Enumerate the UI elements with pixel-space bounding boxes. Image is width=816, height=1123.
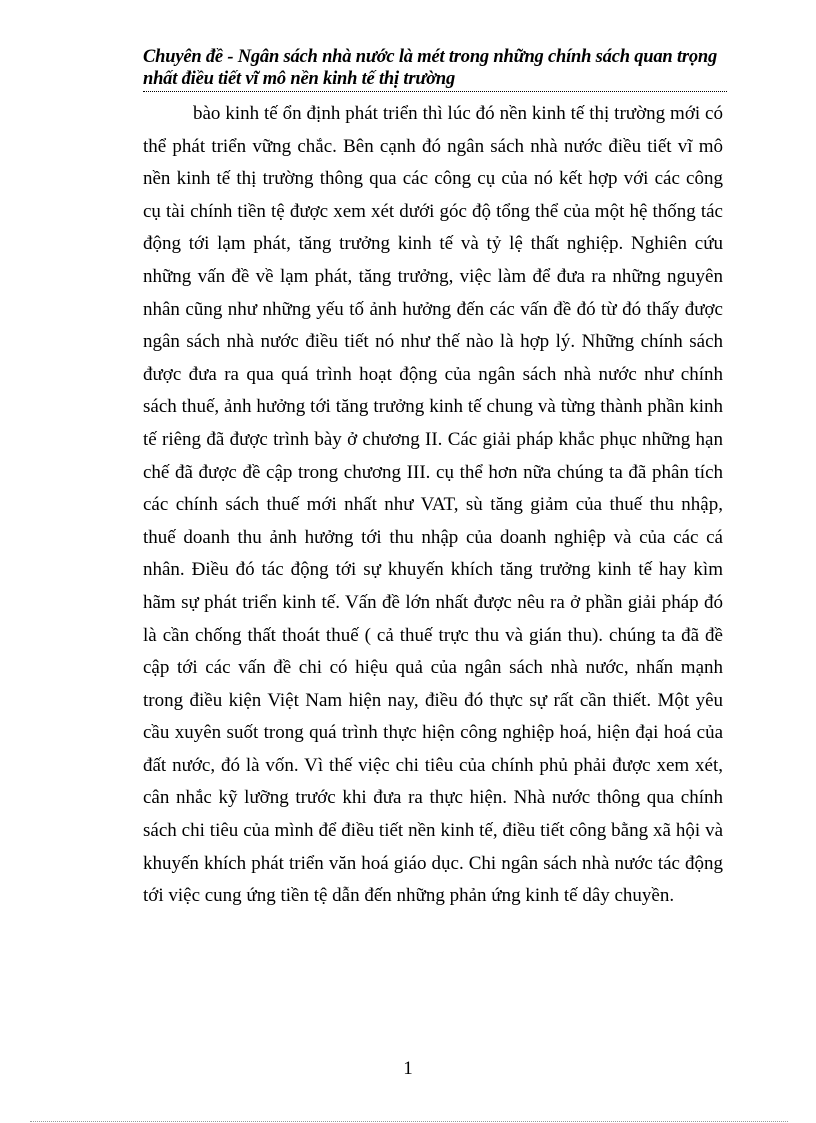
- page-number: 1: [403, 1058, 413, 1079]
- footer-divider: [30, 1121, 788, 1122]
- page-header-title: Chuyên đề - Ngân sách nhà nước là mét trong những chính sách quan trọng nhất điều tiết vĩ mô nền kinh tế thị trường: [143, 47, 718, 89]
- header-divider: [143, 91, 727, 92]
- body-paragraph: bào kinh tế ổn định phát triển thì lúc đó nền kinh tế thị trường mới có thể phát triển vững chắc. Bên cạnh đó ngân sách nhà nước điều tiết vĩ mô nền kinh tế thị trường thông qua các công cụ của nó kết hợp với các công cụ tài chính tiền tệ được xem xét dưới góc độ tổng thể của một hệ thống tác động tới lạm phát, tăng trưởng kinh tế và tỷ lệ thất nghiệp. Nghiên cứu những vấn đề về lạm phát, tăng trưởng, việc làm để đưa ra những nguyên nhân cũng như những yếu tố ảnh hưởng đến các vấn đề đó từ đó thấy được ngân sách nhà nước điều tiết nó như thế nào là hợp lý. Những chính sách được đưa ra qua quá trình hoạt động của ngân sách nhà nước như chính sách thuế, ảnh hưởng tới tăng trưởng kinh tế chung và từng thành phần kinh tế riêng đã được trình bày ở chương II. Các giải pháp khắc phục những hạn chế đã được đề cập trong chương III. cụ thể hơn nữa chúng ta đã phân tích các chính sách thuế mới nhất như VAT, sù tăng giảm của thuế thu nhập, thuế doanh thu ảnh hưởng tới thu nhập của doanh nghiệp và của các cá nhân. Điều đó tác động tới sự khuyến khích tăng trưởng kinh tế hay kìm hãm sự phát triển kinh tế. Vấn đề lớn nhất được nêu ra ở phần giải pháp đó là cần chống thất thoát thuế ( cả thuế trực thu và gián thu). chúng ta đã đề cập tới các vấn đề chi có hiệu quả của ngân sách nhà nước, nhấn mạnh trong điều kiện Việt Nam hiện nay, điều đó thực sự rất cần thiết. Một yêu cầu xuyên suốt trong quá trình thực hiện công nghiệp hoá, hiện đại hoá của đất nước, đó là vốn. Vì thế việc chi tiêu của chính phủ phải được xem xét, cân nhắc kỹ lưỡng trước khi đưa ra thực hiện. Nhà nước thông qua chính sách chi tiêu của mình để điều tiết nền kinh tế, điều tiết công bằng xã hội và khuyến khích phát triển văn hoá giáo dục. Chi ngân sách nhà nước tác động tới việc cung ứng tiền tệ dẫn đến những phản ứng kinh tế dây chuyền.: [143, 103, 723, 907]
